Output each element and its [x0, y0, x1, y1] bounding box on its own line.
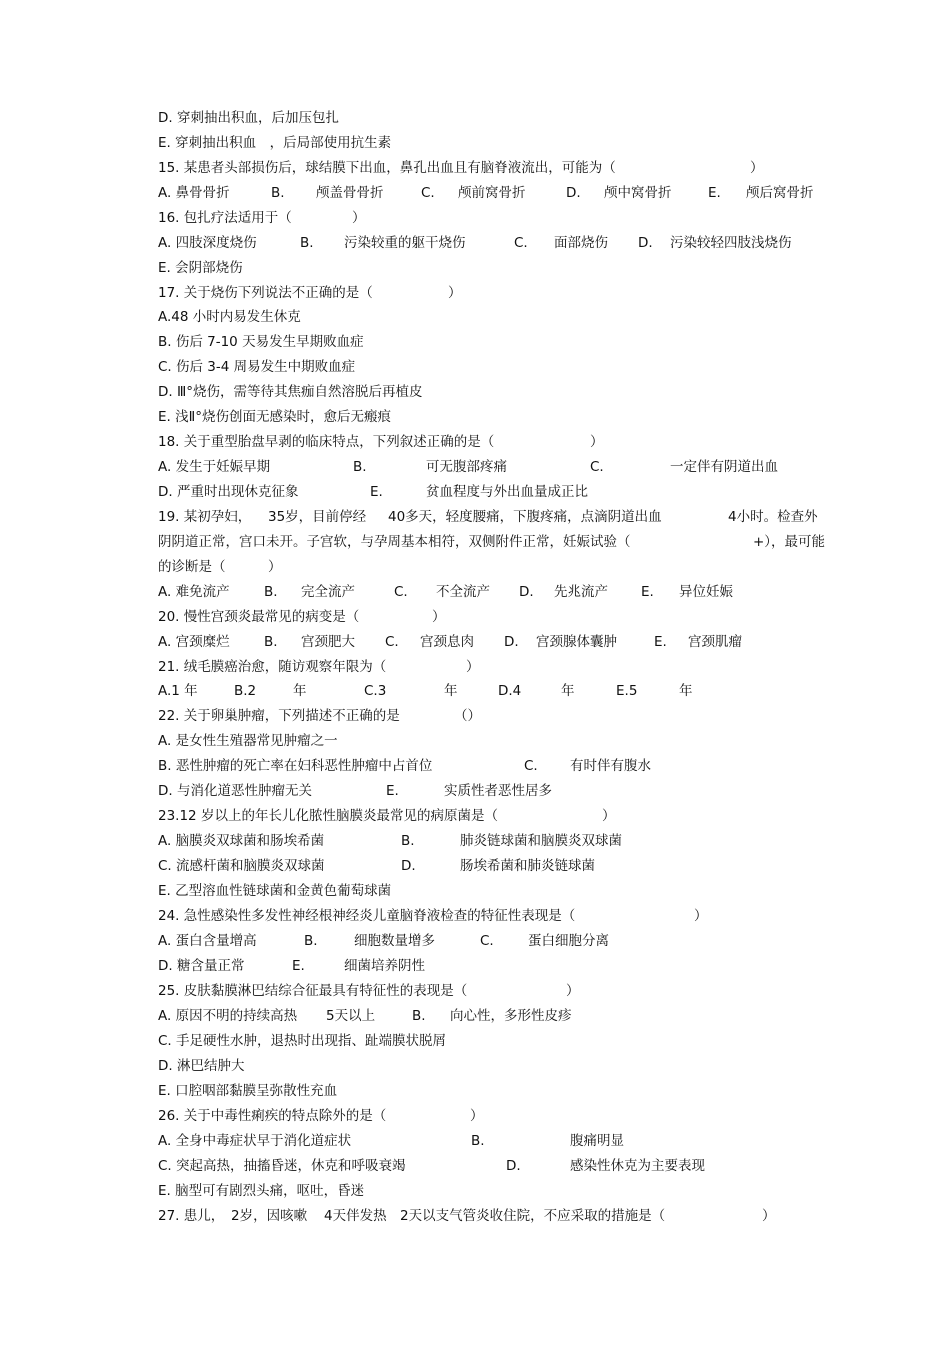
text-segment: A. 宫颈糜烂 [158, 634, 230, 650]
text-segment: 有时伴有腹水 [570, 758, 651, 774]
text-segment: C. [394, 584, 408, 600]
text-line [158, 1029, 860, 1054]
text-line [158, 729, 860, 754]
text-segment: 年 [444, 683, 458, 699]
text-line [158, 655, 860, 680]
text-line [158, 704, 860, 729]
text-segment: 25. 皮肤黏膜淋巴结综合征最具有特征性的表现是（ [158, 983, 468, 999]
text-segment: D. [566, 185, 581, 201]
text-segment: 18. 关于重型胎盘早剥的临床特点，下列叙述正确的是（ [158, 434, 495, 450]
text-segment: A. 是女性生殖器常见肿瘤之一 [158, 733, 338, 749]
text-line [158, 430, 860, 455]
text-segment: 实质性者恶性居多 [444, 783, 552, 799]
text-line [158, 754, 860, 779]
text-line [158, 605, 860, 630]
text-segment: 一定伴有阴道出血 [670, 459, 778, 475]
text-segment: 腹痛明显 [570, 1133, 624, 1149]
text-segment: 贫血程度与外出血量成正比 [426, 484, 588, 500]
text-segment: ） [432, 609, 446, 625]
text-segment: ） [694, 908, 708, 924]
text-segment: ） [268, 559, 282, 575]
text-line [158, 281, 860, 306]
text-line [158, 679, 860, 704]
text-segment: 2岁，因咳嗽 [231, 1208, 308, 1224]
text-segment: 24. 急性感染性多发性神经根神经炎儿童脑脊液检查的特征性表现是（ [158, 908, 576, 924]
text-segment: B. [304, 933, 318, 949]
text-segment: B. 伤后 7-10 天易发生早期败血症 [158, 334, 364, 350]
text-line [158, 231, 860, 256]
text-segment: 27. 患儿， [158, 1208, 225, 1224]
text-segment: 2天以支气管炎收住院，不应采取的措施是（ [400, 1208, 666, 1224]
text-segment: A. 四肢深度烧伤 [158, 235, 257, 251]
text-segment: B.2 [234, 683, 257, 699]
text-segment: C. 伤后 3-4 周易发生中期败血症 [158, 359, 356, 375]
text-segment: D. 严重时出现休克征象 [158, 484, 299, 500]
text-segment: C. [385, 634, 399, 650]
text-line [158, 1104, 860, 1129]
text-segment: E. 穿刺抽出积血 ，后局部使用抗生素 [158, 135, 392, 151]
text-line [158, 630, 860, 655]
text-line [158, 106, 860, 131]
text-line [158, 979, 860, 1004]
text-segment: 感染性休克为主要表现 [570, 1158, 705, 1174]
text-segment: E.5 [616, 683, 638, 699]
text-segment: 17. 关于烧伤下列说法不正确的是（ [158, 285, 373, 301]
text-line [158, 505, 860, 530]
text-line [158, 954, 860, 979]
text-segment: D. [519, 584, 534, 600]
text-line [158, 555, 860, 580]
text-line [158, 1154, 860, 1179]
text-segment: C. [514, 235, 528, 251]
text-segment: 宫颈肌瘤 [688, 634, 742, 650]
text-segment: B. [300, 235, 314, 251]
text-line [158, 854, 860, 879]
text-segment: D. 与消化道恶性肿瘤无关 [158, 783, 312, 799]
text-segment: 颅前窝骨折 [458, 185, 526, 201]
text-segment: E. 乙型溶血性链球菌和金黄色葡萄球菌 [158, 883, 392, 899]
text-segment: D. Ⅲ°烧伤，需等待其焦痂自然溶脱后再植皮 [158, 384, 423, 400]
text-segment: 细胞数量增多 [354, 933, 435, 949]
text-segment: E. [386, 783, 399, 799]
text-line [158, 455, 860, 480]
text-line [158, 330, 860, 355]
text-segment: D. 穿刺抽出积血，后加压包扎 [158, 110, 339, 126]
text-segment: 5天以上 [326, 1008, 376, 1024]
text-segment: 污染较重的躯干烧伤 [344, 235, 466, 251]
text-line [158, 206, 860, 231]
text-segment: B. [412, 1008, 426, 1024]
text-segment: 先兆流产 [554, 584, 608, 600]
text-segment: 15. 某患者头部损伤后，球结膜下出血，鼻孔出血且有脑脊液流出，可能为（ [158, 160, 616, 176]
text-segment: 阴阴道正常，宫口未开。子宫软，与孕周基本相符，双侧附件正常，妊娠试验（ [158, 534, 631, 550]
text-segment: ） [750, 160, 764, 176]
text-line [158, 829, 860, 854]
text-segment: D. [638, 235, 653, 251]
text-segment: A. 原因不明的持续高热 [158, 1008, 298, 1024]
text-segment: A.48 小时内易发生休克 [158, 309, 301, 325]
text-segment: 23.12 岁以上的年长儿化脓性脑膜炎最常见的病原菌是（ [158, 808, 498, 824]
text-segment: 40多天，轻度腰痛，下腹疼痛，点滴阴道出血 [388, 509, 662, 525]
text-line [158, 380, 860, 405]
text-segment: 4小时。检查外 [728, 509, 818, 525]
text-line [158, 879, 860, 904]
text-segment: 26. 关于中毒性痢疾的特点除外的是（ [158, 1108, 387, 1124]
text-segment: 完全流产 [301, 584, 355, 600]
text-line [158, 929, 860, 954]
text-segment: B. 恶性肿瘤的死亡率在妇科恶性肿瘤中占首位 [158, 758, 433, 774]
text-segment: C. 流感杆菌和脑膜炎双球菌 [158, 858, 325, 874]
text-segment: 20. 慢性宫颈炎最常见的病变是（ [158, 609, 360, 625]
text-segment: 年 [561, 683, 575, 699]
text-segment: 肠埃希菌和肺炎链球菌 [460, 858, 595, 874]
text-segment: A. 难免流产 [158, 584, 230, 600]
text-segment: ） [352, 210, 366, 226]
text-line [158, 131, 860, 156]
text-segment: ） [602, 808, 616, 824]
text-segment: D. [401, 858, 416, 874]
text-segment: 宫颈腺体囊肿 [536, 634, 617, 650]
text-line [158, 779, 860, 804]
text-segment: 22. 关于卵巢肿瘤，下列描述不正确的是 [158, 708, 400, 724]
text-segment: 19. 某初孕妇， [158, 509, 252, 525]
text-line [158, 904, 860, 929]
text-segment: E. 脑型可有剧烈头痛，呕吐，昏迷 [158, 1183, 365, 1199]
text-segment: 面部烧伤 [554, 235, 608, 251]
text-line [158, 181, 860, 206]
text-segment: D. [504, 634, 519, 650]
text-line [158, 804, 860, 829]
text-line [158, 1004, 860, 1029]
text-segment: B. [353, 459, 367, 475]
text-line [158, 1204, 860, 1229]
text-segment: 可无腹部疼痛 [426, 459, 507, 475]
text-segment: ） [448, 285, 462, 301]
text-segment: 异位妊娠 [679, 584, 733, 600]
text-segment: ） [566, 983, 580, 999]
text-segment: 细菌培养阴性 [344, 958, 425, 974]
text-segment: +），最可能 [753, 534, 826, 550]
text-line [158, 1129, 860, 1154]
text-line [158, 1179, 860, 1204]
text-segment: C. [480, 933, 494, 949]
text-line [158, 256, 860, 281]
text-segment: A. 全身中毒症状早于消化道症状 [158, 1133, 352, 1149]
text-segment: 宫颈息肉 [420, 634, 474, 650]
text-segment: C. 手足硬性水肿，退热时出现指、趾端膜状脱屑 [158, 1033, 447, 1049]
text-segment: 肺炎链球菌和脑膜炎双球菌 [460, 833, 622, 849]
text-segment: E. [370, 484, 383, 500]
text-segment: D.4 [498, 683, 522, 699]
text-segment: E. 会阴部烧伤 [158, 260, 243, 276]
text-segment: E. [292, 958, 305, 974]
text-segment: 颅盖骨骨折 [316, 185, 384, 201]
text-segment: B. [401, 833, 415, 849]
text-line [158, 1079, 860, 1104]
text-segment: C. [590, 459, 604, 475]
text-line [158, 480, 860, 505]
text-segment: C.3 [364, 683, 387, 699]
text-segment: 不全流产 [436, 584, 490, 600]
text-segment: B. [471, 1133, 485, 1149]
text-segment: 21. 绒毛膜癌治愈，随访观察年限为（ [158, 659, 387, 675]
text-segment: 蛋白细胞分离 [528, 933, 609, 949]
text-segment: ） [470, 1108, 484, 1124]
text-segment: 35岁，目前停经 [268, 509, 367, 525]
text-line [158, 305, 860, 330]
text-segment: 颅中窝骨折 [604, 185, 672, 201]
text-segment: 宫颈肥大 [301, 634, 355, 650]
text-segment: 4天伴发热 [324, 1208, 387, 1224]
text-segment: B. [264, 584, 278, 600]
text-segment: E. [708, 185, 721, 201]
text-line [158, 405, 860, 430]
text-segment: 颅后窝骨折 [746, 185, 814, 201]
text-segment: E. 口腔咽部黏膜呈弥散性充血 [158, 1083, 338, 1099]
text-segment: C. 突起高热，抽搐昏迷，休克和呼吸衰竭 [158, 1158, 406, 1174]
text-segment: ） [466, 659, 480, 675]
text-segment: A. 脑膜炎双球菌和肠埃希菌 [158, 833, 325, 849]
text-segment: B. [264, 634, 278, 650]
text-segment: 污染较轻四肢浅烧伤 [670, 235, 792, 251]
text-segment: D. 淋巴结肿大 [158, 1058, 245, 1074]
text-segment: A. 发生于妊娠早期 [158, 459, 271, 475]
text-segment: ） [590, 434, 604, 450]
text-segment: D. 糖含量正常 [158, 958, 245, 974]
text-segment: 年 [679, 683, 693, 699]
text-line [158, 530, 860, 555]
text-segment: A. 蛋白含量增高 [158, 933, 257, 949]
text-segment: 16. 包扎疗法适用于（ [158, 210, 292, 226]
text-segment: E. [654, 634, 667, 650]
text-segment: D. [506, 1158, 521, 1174]
text-line [158, 1054, 860, 1079]
text-segment: A.1 年 [158, 683, 198, 699]
text-line [158, 156, 860, 181]
text-line [158, 580, 860, 605]
text-segment: E. 浅Ⅱ°烧伤创面无感染时，愈后无瘢痕 [158, 409, 392, 425]
text-segment: B. [271, 185, 285, 201]
text-segment: 年 [293, 683, 307, 699]
text-segment: E. [641, 584, 654, 600]
text-segment: （） [454, 708, 481, 724]
text-segment: A. 鼻骨骨折 [158, 185, 230, 201]
text-line [158, 355, 860, 380]
text-segment: C. [421, 185, 435, 201]
text-segment: 向心性，多形性皮疹 [450, 1008, 572, 1024]
text-segment: ） [762, 1208, 776, 1224]
text-segment: C. [524, 758, 538, 774]
text-segment: 的诊断是（ [158, 559, 226, 575]
